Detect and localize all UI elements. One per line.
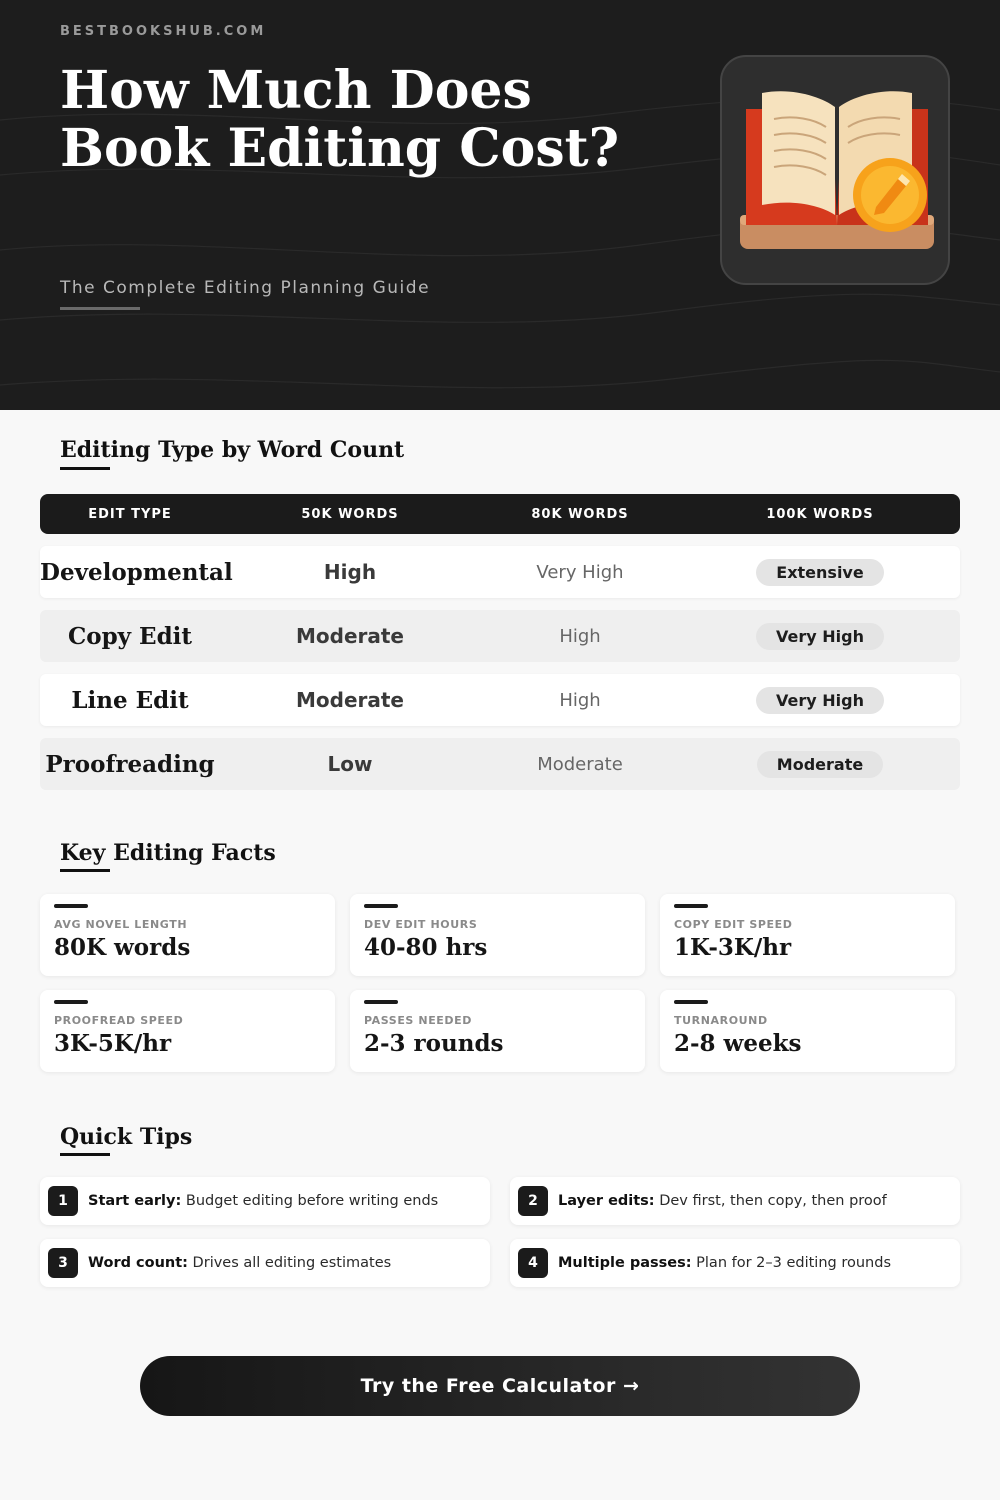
fact-value: 40-80 hrs — [364, 934, 488, 961]
tip-body: Dev first, then copy, then proof — [654, 1193, 887, 1209]
tip-item — [40, 1177, 490, 1225]
fact-label: COPY EDIT SPEED — [674, 918, 793, 931]
fact-card — [350, 990, 645, 1072]
fact-accent-bar — [54, 904, 88, 908]
table-row — [40, 738, 960, 790]
cell-edit-type: Copy Edit — [67, 622, 193, 650]
fact-label: AVG NOVEL LENGTH — [54, 918, 188, 931]
header-edit-type: EDIT TYPE — [88, 506, 172, 522]
tip-text — [88, 1255, 391, 1271]
cell-edit-type: Line Edit — [71, 686, 189, 714]
tips-section-underline — [60, 1153, 110, 1156]
cell-50k: High — [323, 560, 377, 584]
hero-banner — [0, 0, 1000, 410]
cell-edit-type: Developmental — [40, 558, 233, 586]
table-section-underline — [60, 467, 110, 470]
level-badge: Moderate — [757, 751, 883, 778]
tip-heading: Multiple passes: — [558, 1255, 692, 1271]
fact-value: 3K-5K/hr — [54, 1030, 172, 1057]
fact-card — [660, 894, 955, 976]
tip-heading: Start early: — [88, 1193, 182, 1209]
tip-heading: Layer edits: — [558, 1193, 655, 1209]
fact-value: 1K-3K/hr — [674, 934, 792, 961]
fact-label: PASSES NEEDED — [364, 1014, 472, 1027]
level-badge: Extensive — [756, 559, 883, 586]
level-badge: Very High — [756, 687, 884, 714]
tip-item — [510, 1177, 960, 1225]
table-row — [40, 546, 960, 598]
cell-50k: Low — [327, 752, 373, 776]
free-calculator-button[interactable]: Try the Free Calculator → — [140, 1356, 860, 1416]
fact-value: 80K words — [54, 934, 191, 961]
cell-80k: High — [559, 689, 601, 711]
cell-100k — [680, 687, 960, 714]
facts-section-underline — [60, 869, 110, 872]
fact-accent-bar — [674, 904, 708, 908]
fact-label: PROOFREAD SPEED — [54, 1014, 184, 1027]
table-row — [40, 674, 960, 726]
table-section-title: Editing Type by Word Count — [60, 437, 405, 463]
tip-item — [510, 1239, 960, 1287]
table-header — [40, 494, 960, 534]
tip-number-badge: 4 — [518, 1248, 548, 1278]
page-subtitle: The Complete Editing Planning Guide — [60, 278, 431, 298]
open-book-pencil-icon — [722, 57, 952, 287]
fact-label: DEV EDIT HOURS — [364, 918, 478, 931]
subtitle-underline — [60, 307, 140, 310]
fact-accent-bar — [364, 1000, 398, 1004]
cell-80k: Moderate — [537, 753, 623, 775]
cell-edit-type: Proofreading — [45, 750, 215, 778]
tip-text — [558, 1193, 887, 1209]
fact-accent-bar — [54, 1000, 88, 1004]
tip-heading: Word count: — [88, 1255, 188, 1271]
header-50k: 50K WORDS — [301, 506, 399, 522]
fact-accent-bar — [364, 904, 398, 908]
cell-100k — [680, 559, 960, 586]
cell-80k: High — [559, 625, 601, 647]
cell-100k — [680, 623, 960, 650]
tips-section-title: Quick Tips — [60, 1124, 193, 1150]
fact-card — [40, 894, 335, 976]
tip-body: Drives all editing estimates — [187, 1255, 392, 1271]
tip-text — [558, 1255, 891, 1271]
tip-item — [40, 1239, 490, 1287]
cell-50k: Moderate — [295, 688, 404, 712]
header-80k: 80K WORDS — [531, 506, 629, 522]
cell-80k: Very High — [536, 561, 624, 583]
cell-100k — [680, 751, 960, 778]
fact-value: 2-8 weeks — [674, 1030, 802, 1057]
tip-number-badge: 2 — [518, 1186, 548, 1216]
level-badge: Very High — [756, 623, 884, 650]
page-title: How Much Does Book Editing Cost? — [60, 60, 620, 179]
fact-card — [660, 990, 955, 1072]
site-name: BESTBOOKSHUB.COM — [60, 24, 267, 39]
fact-label: TURNAROUND — [674, 1014, 768, 1027]
logo-tile — [720, 55, 950, 285]
tip-body: Plan for 2–3 editing rounds — [691, 1255, 891, 1271]
tip-number-badge: 3 — [48, 1248, 78, 1278]
facts-section-title: Key Editing Facts — [60, 840, 276, 866]
tip-body: Budget editing before writing ends — [181, 1193, 439, 1209]
fact-card — [40, 990, 335, 1072]
header-100k: 100K WORDS — [766, 506, 874, 522]
fact-accent-bar — [674, 1000, 708, 1004]
cell-50k: Moderate — [295, 624, 404, 648]
fact-value: 2-3 rounds — [364, 1030, 504, 1057]
tip-number-badge: 1 — [48, 1186, 78, 1216]
tip-text — [88, 1193, 438, 1209]
table-row — [40, 610, 960, 662]
fact-card — [350, 894, 645, 976]
